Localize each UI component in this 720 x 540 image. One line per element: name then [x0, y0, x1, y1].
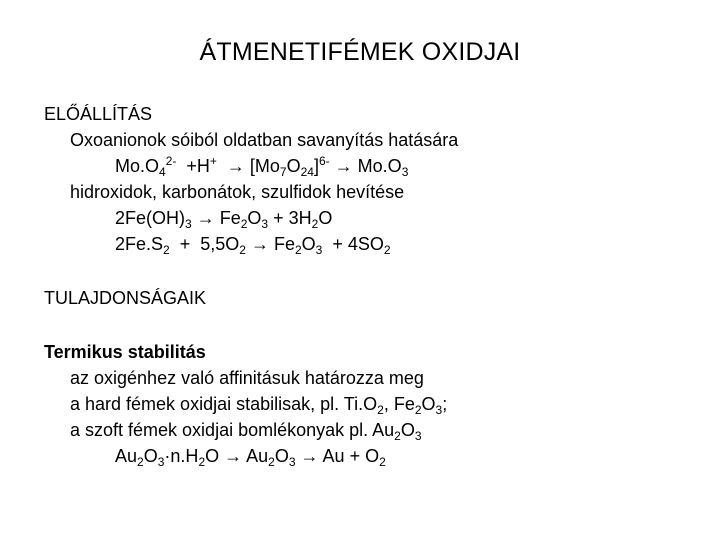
text-hydroxides: hidroxidok, karbonátok, szulfidok hevítése [70, 182, 405, 202]
section-heading-thermal-stability: Termikus stabilitás [44, 342, 206, 362]
section-heading-preparation: ELŐÁLLÍTÁS [44, 104, 153, 124]
text-hard-metals: a hard fémek oxidjai stabilisak, pl. $Ti.O_2$, $Fe_2O_3$; [70, 394, 448, 417]
text-soft-metals: a szoft fémek oxidjai bomlékonyak pl. $Au_2O_3$ [70, 420, 422, 443]
text-oxygen-affinity: az oxigénhez való affinitásuk határozza meg [70, 368, 424, 388]
page-title: ÁTMENETIFÉMEK OXIDJAI [199, 38, 521, 66]
equation-iron-sulfide: $2Fe.S_2 + 5,5O_2 \to Fe_2O_3 + 4SO_2$ [115, 234, 391, 257]
equation-molybdate: $Mo.O_4^{2-} +H^+ \to [Mo_7O_{24}]^{6-} \to Mo.O_3$ [115, 154, 409, 179]
text-soft-metals-prefix: a szoft fémek oxidjai bomlékonyak pl. Au [70, 420, 395, 440]
equation-iron-hydroxide: $2Fe(OH)_3 \to Fe_2O_3 + 3H_2O$ [115, 208, 333, 231]
equation-gold-oxide: $Au_2O_3\cdot n.H_2O \to Au_2O_3 \to Au + O_2$ [115, 446, 386, 469]
section-heading-properties: TULAJDONSÁGAIK [44, 288, 207, 308]
text-oxoanions: Oxoanionok sóiból oldatban savanyítás hatására [70, 130, 459, 150]
